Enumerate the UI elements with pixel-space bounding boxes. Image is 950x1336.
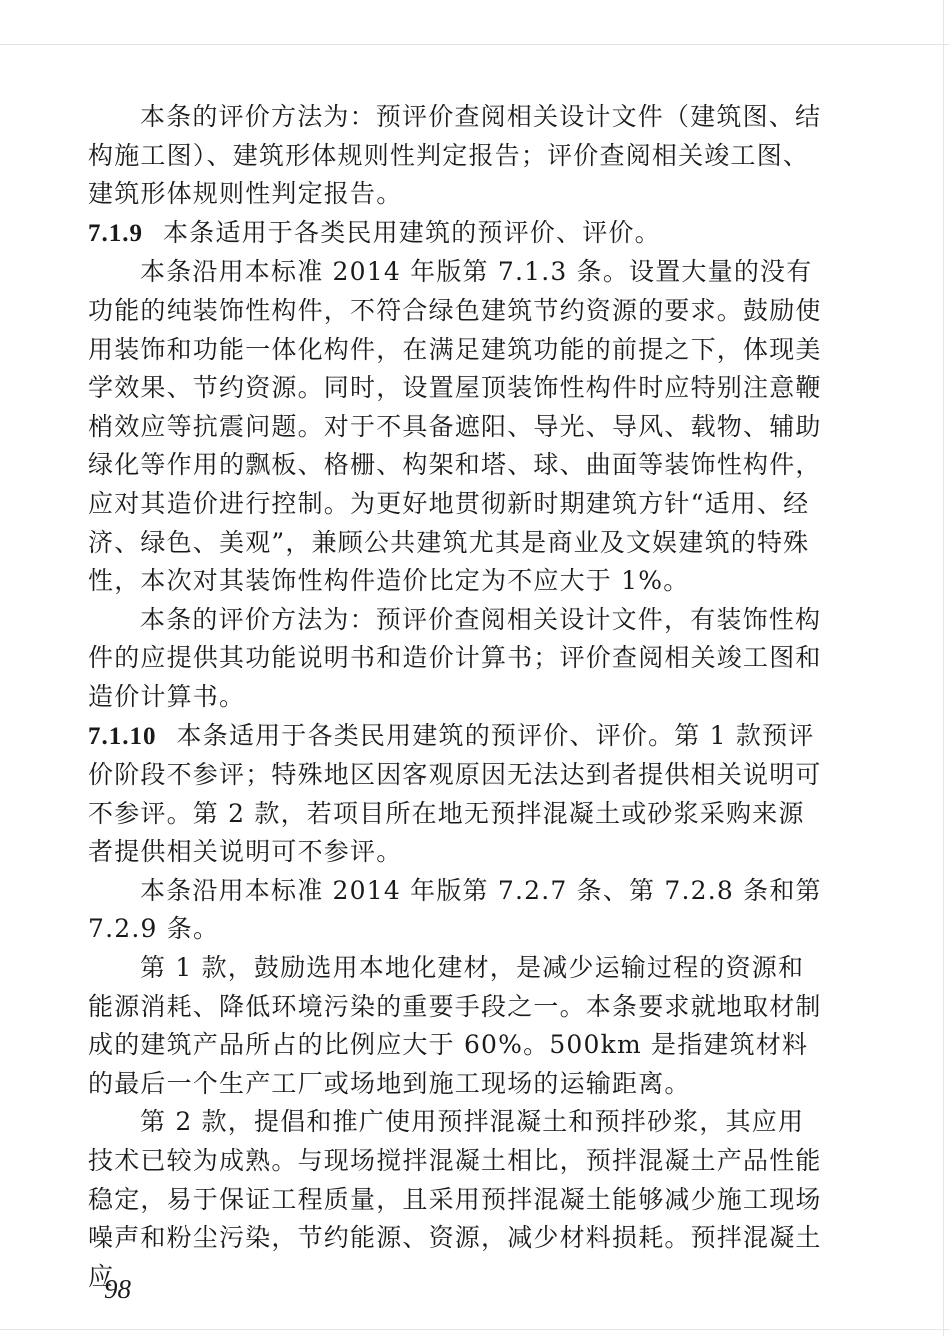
paragraph-clause-7-1-9-explanation: 本条沿用本标准 2014 年版第 7.1.3 条。设置大量的没有功能的纯装饰性构件，不符合绿色建筑节约资源的要求。鼓励使用装饰和功能一体化构件，在满足建筑功能的前提之下，体现美学效果、节约资源。同时，设置屋顶装饰性构件时应特别注意鞭梢效应等抗震问题。对于不具备遮阳、导光、导风、载物、辅助绿化等作用的飘板、格栅、构架和塔、球、曲面等装饰性构件，应对其造价进行控制。为更好地贯彻新时期建筑方针“适用、经济、绿色、美观”，兼顾公共建筑尤其是商业及文娱建筑的特殊性，本次对其装饰性构件造价比定为不应大于 1%。 [88, 257, 822, 596]
clause-number: 7.1.10 [88, 722, 157, 750]
page-top-border [0, 0, 950, 45]
paragraph-item-1-local-materials: 第 1 款，鼓励选用本地化建材，是减少运输过程的资源和能源消耗、降低环境污染的重要手段之一。本条要求就地取材制成的建筑产品所占的比例应大于 60%。500km 是指建筑材料的最后一个生产工厂或场地到施工现场的运输距离。 [88, 953, 822, 1098]
clause-text: 本条适用于各类民用建筑的预评价、评价。第 1 款预评价阶段不参评；特殊地区因客观原因无法达到者提供相关说明可不参评。第 2 款，若项目所在地无预拌混凝土或砂浆采购来源者提供相关说明可不参评。 [88, 720, 822, 867]
page-number: 98 [104, 1274, 131, 1304]
paragraph-evaluation-method-7-1-9: 本条的评价方法为：预评价查阅相关设计文件，有装饰性构件的应提供其功能说明书和造价计算书；评价查阅相关竣工图和造价计算书。 [88, 604, 822, 711]
clause-7-1-9-heading [88, 214, 828, 254]
body-text [88, 98, 828, 1296]
page-right-border [943, 0, 944, 1336]
paragraph-clause-7-1-10-origin: 本条沿用本标准 2014 年版第 7.2.7 条、第 7.2.8 条和第 7.2.9 条。 [88, 875, 822, 944]
clause-7-1-10-heading [88, 717, 828, 872]
paragraph-evaluation-method-7-1-8: 本条的评价方法为：预评价查阅相关设计文件（建筑图、结构施工图）、建筑形体规则性判定报告；评价查阅相关竣工图、建筑形体规则性判定报告。 [88, 102, 822, 209]
clause-text: 本条适用于各类民用建筑的预评价、评价。 [163, 217, 661, 247]
page-bottom-border [0, 1329, 950, 1330]
clause-number: 7.1.9 [88, 219, 143, 247]
paragraph-item-2-ready-mix: 第 2 款，提倡和推广使用预拌混凝土和预拌砂浆，其应用技术已较为成熟。与现场搅拌混凝土相比，预拌混凝土产品性能稳定，易于保证工程质量，且采用预拌混凝土能够减少施工现场噪声和粉尘污染，节约能源、资源，减少材料损耗。预拌混凝土应 [88, 1107, 822, 1291]
